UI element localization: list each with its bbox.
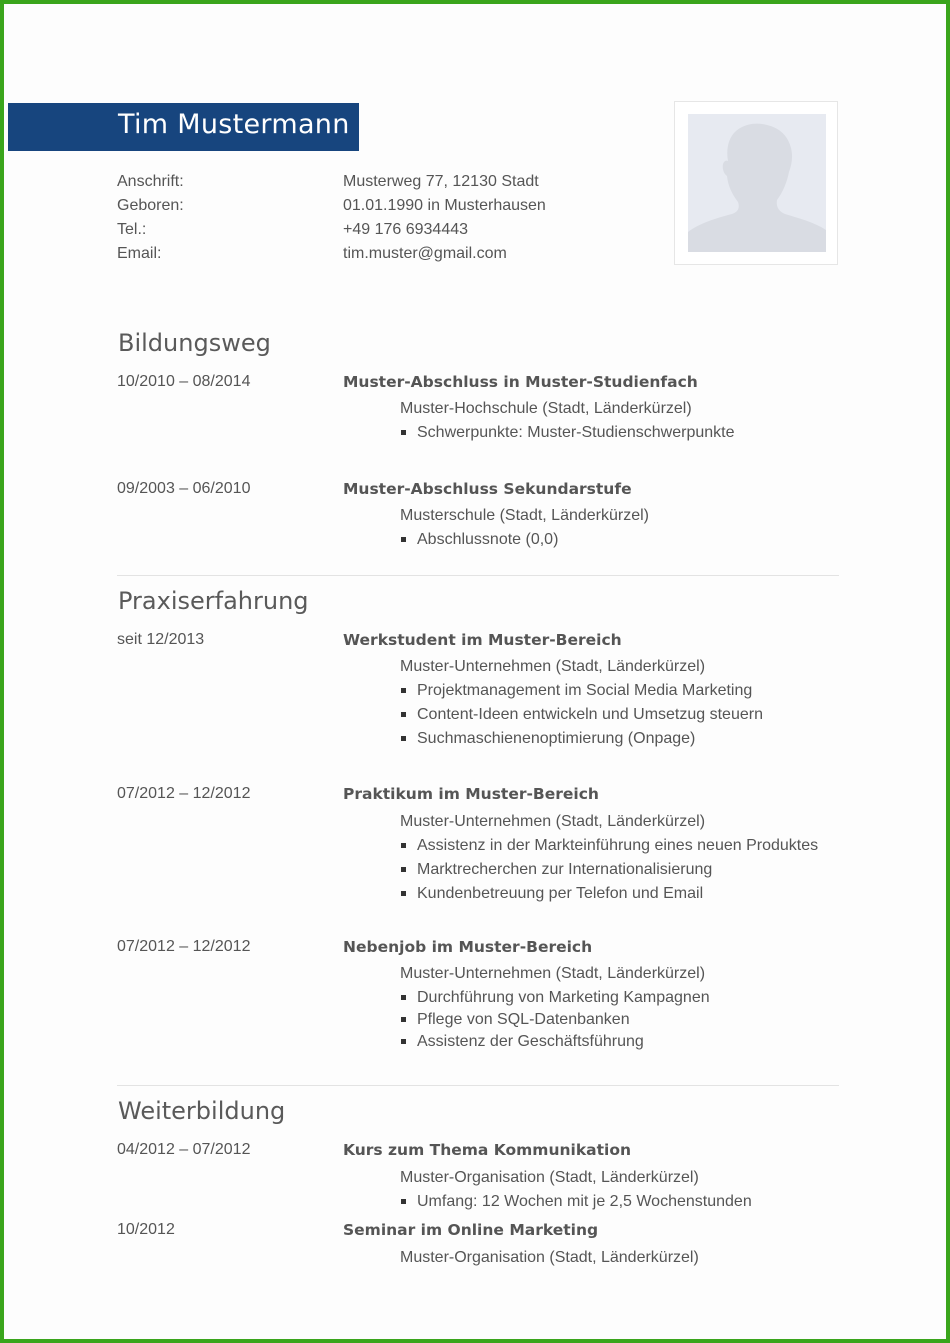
email-value: tim.muster@gmail.com: [343, 245, 507, 262]
entry-date: seit 12/2013: [117, 631, 205, 648]
entry-date: 04/2012 – 07/2012: [117, 1141, 251, 1158]
address-value: Musterweg 77, 12130 Stadt: [343, 173, 539, 190]
entry-title: Kurs zum Thema Kommunikation: [343, 1141, 632, 1159]
list-item: Assistenz der Geschäftsführung: [400, 1031, 710, 1053]
entry-title: Seminar im Online Marketing: [343, 1221, 599, 1239]
section-divider: [117, 575, 839, 576]
list-item: Suchmaschienenoptimierung (Onpage): [400, 727, 763, 751]
address-label: Anschrift:: [117, 173, 184, 190]
section-divider: [117, 1085, 839, 1086]
entry-title: Praktikum im Muster-Bereich: [343, 785, 599, 803]
entry-bullet-list: [400, 528, 558, 552]
list-item: Projektmanagement im Social Media Marketing: [400, 679, 763, 703]
entry-date: 07/2012 – 12/2012: [117, 785, 251, 802]
list-item: Abschlussnote (0,0): [400, 528, 558, 552]
list-item: Schwerpunkte: Muster-Studienschwerpunkte: [400, 421, 735, 445]
list-item: Umfang: 12 Wochen mit je 2,5 Wochenstunden: [400, 1190, 752, 1214]
entry-bullet-list: [400, 679, 763, 751]
entry-bullet-list: [400, 987, 710, 1053]
list-item: Pflege von SQL-Datenbanken: [400, 1009, 710, 1031]
entry-organization: Muster-Unternehmen (Stadt, Länderkürzel): [400, 965, 706, 982]
birth-label: Geboren:: [117, 197, 184, 214]
profile-photo: [674, 101, 838, 265]
entry-title: Muster-Abschluss in Muster-Studienfach: [343, 373, 698, 391]
list-item: Marktrecherchen zur Internationalisierung: [400, 858, 818, 882]
list-item: Kundenbetreuung per Telefon und Email: [400, 882, 818, 906]
entry-date: 07/2012 – 12/2012: [117, 938, 251, 955]
entry-bullet-list: [400, 1190, 752, 1214]
list-item: Assistenz in der Markteinführung eines neuen Produktes: [400, 834, 818, 858]
applicant-name: Tim Mustermann: [118, 109, 350, 140]
entry-date: 09/2003 – 06/2010: [117, 480, 251, 497]
list-item: Durchführung von Marketing Kampagnen: [400, 987, 710, 1009]
section-title-education: Bildungsweg: [118, 329, 271, 357]
phone-label: Tel.:: [117, 221, 147, 238]
birth-value: 01.01.1990 in Musterhausen: [343, 197, 546, 214]
entry-title: Nebenjob im Muster-Bereich: [343, 938, 593, 956]
person-silhouette-icon: [688, 114, 826, 252]
entry-organization: Muster-Unternehmen (Stadt, Länderkürzel): [400, 658, 706, 675]
entry-organization: Muster-Hochschule (Stadt, Länderkürzel): [400, 400, 692, 417]
entry-date: 10/2012: [117, 1221, 175, 1238]
name-banner: [8, 103, 359, 151]
entry-organization: Musterschule (Stadt, Länderkürzel): [400, 507, 649, 524]
entry-organization: Muster-Organisation (Stadt, Länderkürzel): [400, 1249, 699, 1266]
section-title-experience: Praxiserfahrung: [118, 587, 309, 615]
entry-organization: Muster-Organisation (Stadt, Länderkürzel): [400, 1169, 699, 1186]
entry-date: 10/2010 – 08/2014: [117, 373, 251, 390]
phone-value: +49 176 6934443: [343, 221, 469, 238]
entry-title: Werkstudent im Muster-Bereich: [343, 631, 622, 649]
email-label: Email:: [117, 245, 162, 262]
entry-bullet-list: [400, 834, 818, 906]
entry-organization: Muster-Unternehmen (Stadt, Länderkürzel): [400, 813, 706, 830]
entry-bullet-list: [400, 421, 735, 445]
list-item: Content-Ideen entwickeln und Umsetzug steuern: [400, 703, 763, 727]
section-title-training: Weiterbildung: [118, 1097, 286, 1125]
entry-title: Muster-Abschluss Sekundarstufe: [343, 480, 632, 498]
